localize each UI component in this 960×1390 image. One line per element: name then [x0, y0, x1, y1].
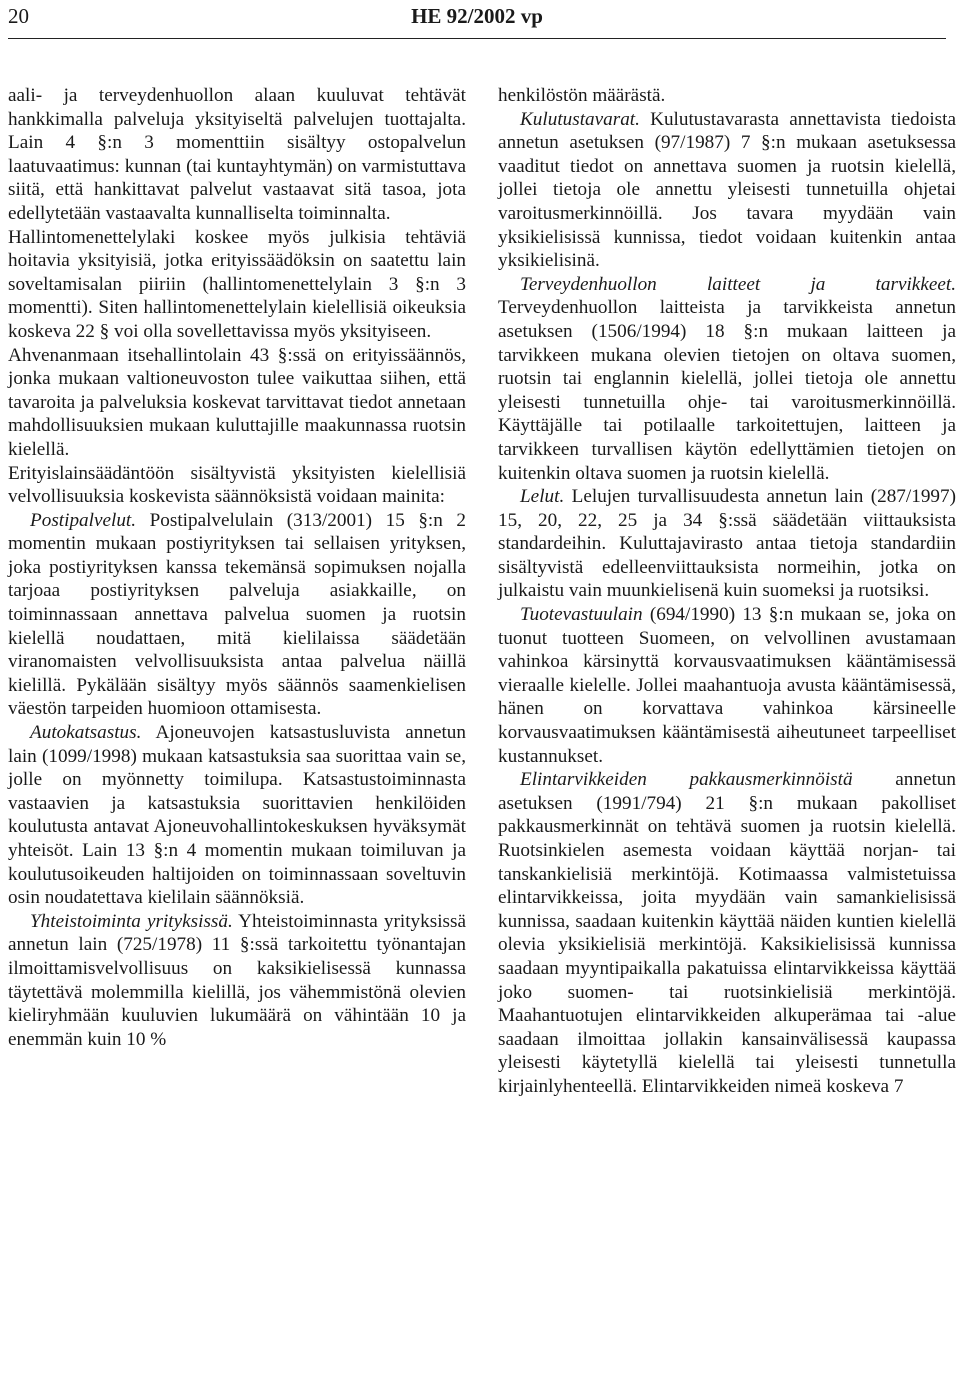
left-paragraph-postipalvelut	[8, 509, 466, 721]
yhteistoiminta-title: Yhteistoiminta yrityksissä.	[30, 910, 233, 932]
terveydenhuolto-text: Terveydenhuollon laitteista ja tarvikkeista annetun asetuksen (1506/1994) 18 §:n mukaan laitteen ja tarvikkeen mukana olevien tietojen on oltava suomen, ruotsin tai englannin kielellä, jollei tietoja ole annettu yleisesti tunnetuilla ohje- tai varoitusmerkinnöillä. Käyttäjälle tai potilaalle tarkoitettujen, laitteen ja tarvikkeen turvallisen käytön edellyttämien tietojen on kuitenkin oltava suomen ja ruotsin kielellä.	[498, 297, 956, 484]
tuotevastuu-title: Tuotevastuulain	[520, 604, 643, 626]
right-paragraph-terveydenhuolto	[498, 273, 956, 485]
page-number: 20	[8, 4, 29, 28]
postipalvelut-title: Postipalvelut.	[30, 509, 137, 531]
page-header	[8, 4, 946, 34]
lelut-title: Lelut.	[520, 486, 565, 508]
postipalvelut-text: Postipalvelulain (313/2001) 15 §:n 2 momentin mukaan postiyrityksen tai sellaisen yrityksen, joka postiyrityksen kanssa tekemänsä sopimuksen nojalla tarjoaa postiyrityksen palveluja asiakkaille, on toiminnassaan annettava palvelua suomen ja ruotsin kielellä noudattaen, mitä kielilaissa säädetään viranomaisten velvollisuuksista antaa palvelua näillä kielillä. Pykälään sisältyy myös säännös saamenkielisen väestön tarpeiden huomioon ottamisesta.	[8, 509, 466, 720]
yhteistoiminta-text: Yhteistoiminnasta yrityksissä annetun lain (725/1978) 11 §:ssä tarkoitettu työnantajan ilmoittamisvelvollisuus on kaksikielisessä kunnassa täytettävä molemmilla kielillä, jos vähemmistönä olevien kieliryhmään kuuluvien lukumäärä on vähintään 10 ja enemmän kuin 10 %	[8, 910, 466, 1050]
left-paragraph-1: aali- ja terveydenhuollon alaan kuuluvat tehtävät hankkimalla palveluja yksityiseltä palvelujen tuottajalta. Lain 4 §:n 3 momenttiin sisältyy ostopalvelun laatuvaatimus: kunnan (tai kuntayhtymän) on varmistuttava siitä, että hankittavat palvelut vastaavat sitä tasoa, jota edellytetään vastaavalta kunnalliselta toiminnalta.	[8, 85, 466, 224]
left-paragraph-4: Erityislainsäädäntöön sisältyvistä yksityisten kielellisiä velvollisuuksia koskevista säännöksistä voidaan mainita:	[8, 462, 466, 508]
left-column	[8, 84, 466, 1051]
right-paragraph-kulutustavarat	[498, 108, 956, 273]
left-paragraph-yhteistoiminta	[8, 910, 466, 1052]
left-paragraph-2: Hallintomenettelylaki koskee myös julkisia tehtäviä hoitavia yksityisiä, jotka erityissäädöksin on saatettu lain soveltamisalan piiriin (hallintomenettelylain 3 §:n 3 momentti). Siten hallintomenettelylain kielellisiä oikeuksia koskeva 22 § voi olla sovellettavissa myös yksityiseen.	[8, 226, 466, 342]
elintarvikkeet-title: Elintarvikkeiden pakkausmerkinnöistä	[520, 769, 853, 791]
autokatsastus-title: Autokatsastus.	[30, 722, 142, 744]
autokatsastus-text: Ajoneuvojen katsastusluvista annetun lain (1099/1998) mukaan katsastuksia saa suorittaa vain se, jolle on myönnetty toimilupa. Katsastustoiminnasta vastaavien ja katsastuksia suorittavien henkilöiden koulutusta antavat Ajoneuvohallintokeskuksen hyväksymät yhteisöt. Lain 13 §:n 4 momentin mukaan toimiluvan ja koulutusoikeuden haltijoiden on toiminnassaan soveltuvin osin noudatettava kielilain säännöksiä.	[8, 722, 466, 909]
elintarvikkeet-text: annetun asetuksen (1991/794) 21 §:n mukaan pakolliset pakkausmerkinnät on tehtävä suomen ja ruotsin kielellä. Ruotsinkielen asemesta voidaan käyttää norjan- tai tanskankielisiä merkintöjä. Kotimaassa valmistetuissa elintarvikkeissa, joita myydään vain samankielisissä kunnissa, saadaan kuitenkin käyttää näiden kuntien kielellä olevia yksikielisiä merkintöjä. Kaksikielisissä kunnissa saadaan myyntipaikalla pakatuissa elintarvikkeissa käyttää joko suomen- tai ruotsinkielisiä merkintöjä. Maahantuotujen elintarvikkeiden alkuperämaa tai -alue saadaan ilmoittaa jollakin kansainvälisessä kaupassa yleisesti käytetyllä kielellä tai yleisesti tunnetulla kirjainlyhenteellä. Elintarvikkeiden nimeä koskeva 7	[498, 769, 956, 1097]
document-id: HE 92/2002 vp	[411, 4, 543, 28]
header-rule	[8, 38, 946, 39]
lelut-text: Lelujen turvallisuudesta annetun lain (287/1997) 15, 20, 22, 25 ja 34 §:ssä säädetään viittauksista standardeihin. Kuluttajavirasto antaa tietoja standardiin sisältyvistä edelleenviittauksista normeihin, jotka on julkaistu vain muunkielisenä kuin suomeksi ja ruotsiksi.	[498, 486, 956, 602]
right-paragraph-elintarvikkeet	[498, 768, 956, 1098]
left-paragraph-autokatsastus	[8, 721, 466, 910]
right-paragraph-tuotevastuu	[498, 603, 956, 768]
right-paragraph-1: henkilöstön määrästä.	[498, 85, 666, 106]
terveydenhuolto-title: Terveydenhuollon laitteet ja tarvikkeet.	[520, 273, 956, 295]
right-column	[498, 84, 956, 1099]
right-paragraph-lelut	[498, 485, 956, 603]
kulutustavarat-text: Kulutustavarasta annettavista tiedoista annetun asetuksen (97/1987) 7 §:n mukaan asetuksessa vaaditut tiedot on annettava suomen ja ruotsin kielellä, jollei tietoja ole annettu yleisesti tunnetuilla ohjetai varoitusmerkinnöillä. Jos tavara myydään vain yksikielisissä kunnissa, tiedot voidaan kuitenkin antaa yksikielisinä.	[498, 108, 956, 272]
kulutustavarat-title: Kulutustavarat.	[520, 108, 640, 130]
tuotevastuu-text: (694/1990) 13 §:n mukaan se, joka on tuonut tuotteen Suomeen, on velvollinen avustamaan vahinkoa kärsinyttä korvausvaatimuksen kääntämisessä vieraalle kielelle. Jollei maahantuoja avusta kääntämisessä, hänen on korvattava vahinkoa kärsineelle korvausvaatimuksen kääntämisestä aiheutuneet tarpeelliset kustannukset.	[498, 604, 956, 767]
left-paragraph-3: Ahvenanmaan itsehallintolain 43 §:ssä on erityissäännös, jonka mukaan valtioneuvoston tulee vaikuttaa siihen, että tavaroita ja palveluksia koskevat tarvittavat tiedot annetaan mahdollisuuksien mukaan kuluttajille maakunnassa ruotsin kielellä.	[8, 344, 466, 460]
